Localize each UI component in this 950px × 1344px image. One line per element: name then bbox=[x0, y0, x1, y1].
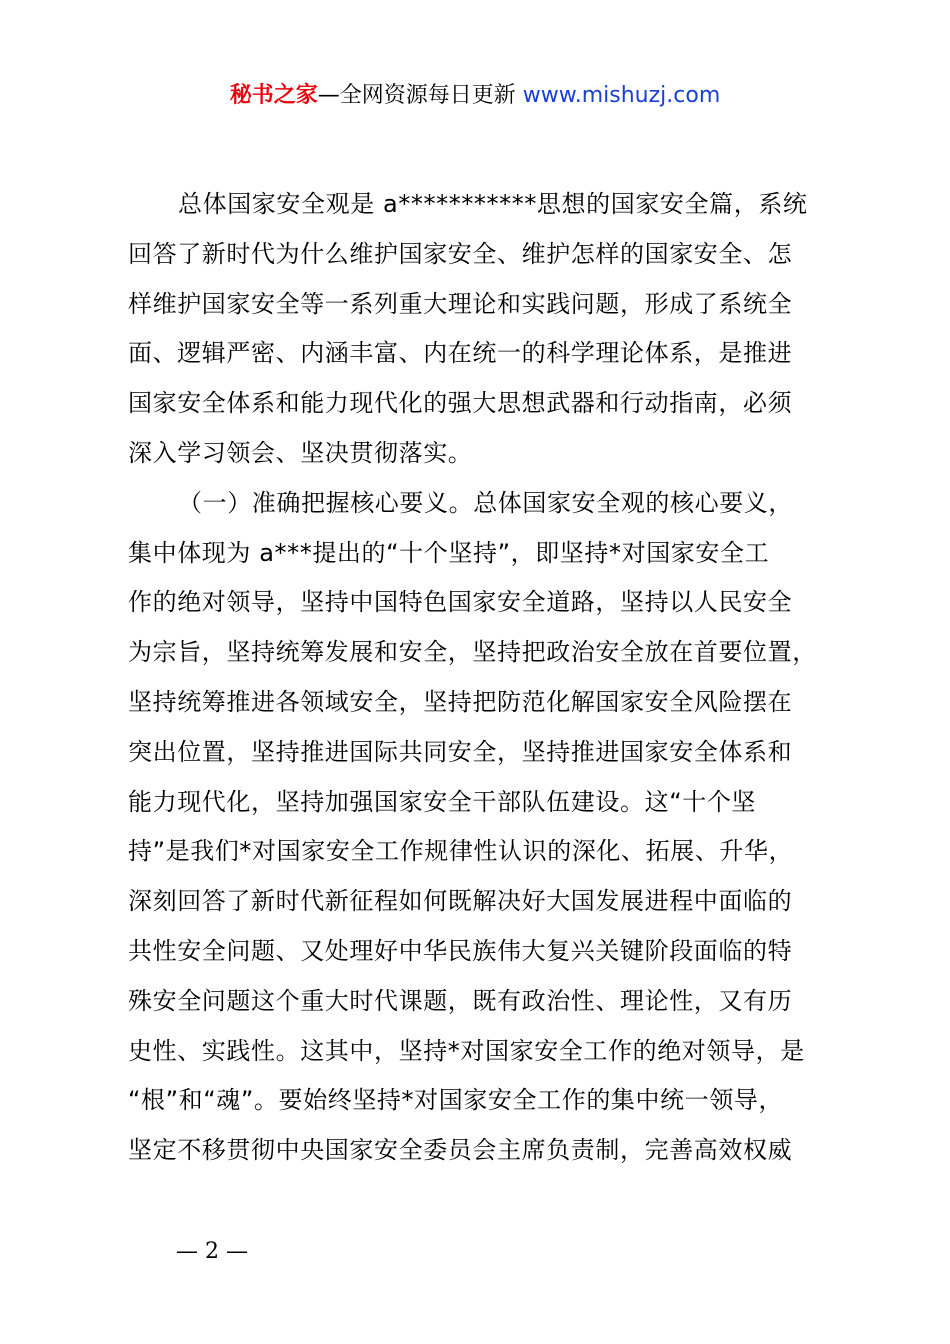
text-line: 作的绝对领导，坚持中国特色国家安全道路，坚持以人民安全 bbox=[128, 588, 793, 617]
text-line: 面、逻辑严密、内涵丰富、内在统一的科学理论体系，是推进 bbox=[128, 339, 793, 368]
page-header bbox=[0, 80, 950, 112]
text-line: 集中体现为 a***提出的“十个坚持”，即坚持*对国家安全工 bbox=[128, 538, 770, 567]
text-line: （一）准确把握核心要义。总体国家安全观的核心要义， bbox=[178, 488, 793, 517]
text-line: 殊安全问题这个重大时代课题，既有政治性、理论性，又有历 bbox=[128, 986, 793, 1015]
website-link[interactable]: www.mishuzj.com bbox=[522, 83, 721, 108]
text-line: 深入学习领会、坚决贯彻落实。 bbox=[128, 438, 473, 467]
text-line: 持”是我们*对国家安全工作规律性认识的深化、拓展、升华， bbox=[128, 837, 794, 866]
brand-name: 秘书之家 bbox=[229, 83, 318, 108]
document-body bbox=[128, 180, 832, 1176]
text-line: 坚持统筹推进各领域安全，坚持把防范化解国家安全风险摆在 bbox=[128, 687, 793, 716]
text-line: 能力现代化，坚持加强国家安全干部队伍建设。这“十个坚 bbox=[128, 787, 757, 816]
header-tagline: —全网资源每日更新 bbox=[317, 83, 516, 108]
paragraph-1 bbox=[128, 180, 832, 479]
text-line: 共性安全问题、又处理好中华民族伟大复兴关键阶段面临的特 bbox=[128, 936, 793, 965]
text-line: 深刻回答了新时代新征程如何既解决好大国发展进程中面临的 bbox=[128, 887, 793, 916]
text-line: 为宗旨，坚持统筹发展和安全，坚持把政治安全放在首要位置， bbox=[128, 638, 817, 667]
text-line: 回答了新时代为什么维护国家安全、维护怎样的国家安全、怎 bbox=[128, 239, 793, 268]
text-line: 突出位置，坚持推进国际共同安全，坚持推进国家安全体系和 bbox=[128, 737, 793, 766]
text-line: 坚定不移贯彻中央国家安全委员会主席负责制，完善高效权威 bbox=[128, 1136, 793, 1165]
page-number: — 2 — bbox=[176, 1239, 248, 1264]
text-line: 样维护国家安全等一系列重大理论和实践问题，形成了系统全 bbox=[128, 289, 793, 318]
paragraph-2 bbox=[128, 479, 832, 1176]
text-line: “根”和“魂”。要始终坚持*对国家安全工作的集中统一领导， bbox=[128, 1086, 784, 1115]
text-line: 国家安全体系和能力现代化的强大思想武器和行动指南，必须 bbox=[128, 389, 793, 418]
text-line: 史性、实践性。这其中，坚持*对国家安全工作的绝对领导，是 bbox=[128, 1036, 805, 1065]
text-line: 总体国家安全观是 a***********思想的国家安全篇，系统 bbox=[178, 190, 808, 218]
